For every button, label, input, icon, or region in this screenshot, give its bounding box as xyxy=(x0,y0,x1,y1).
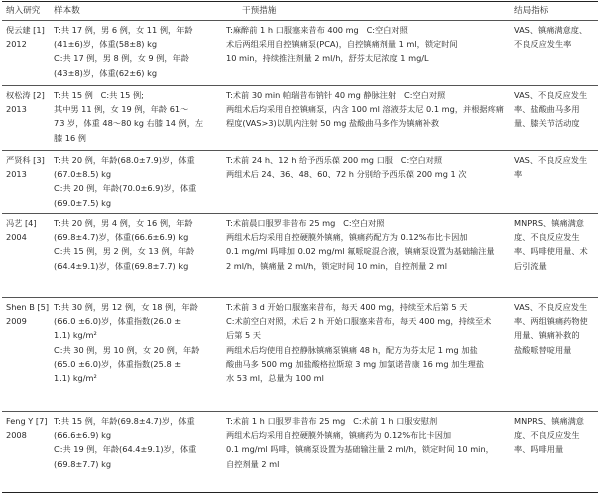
row-4-study: 冯艺 [4] 2004 xyxy=(6,218,37,243)
row-4-outcome: MNPRS、镇痛满意 度、不良反应发生 率、吗啡使用量、术 后引流量 xyxy=(514,218,588,271)
header-bottom-rule xyxy=(2,20,598,21)
row-divider xyxy=(2,85,598,86)
row-5-intervention: T:术前 3 d 开始口服塞来昔布，每天 400 mg，持续至术后第 5 天 C:术前空白对照，术后 2 h 开始口服塞来昔布，每天 400 mg，持续至术 后第 5 天 两组术后均使用自控静脉镇痛泵镇痛 48 h，配方为芬太尼 1 mg 加盐 酸曲马多 500 mg 加盐酸格拉斯琼 3 mg 加氯诺昔康 16 mg 加生理盐 水 53 ml，总量为 100 ml xyxy=(226,302,492,384)
literature-characteristics-table xyxy=(2,1,598,495)
header-intervention: 干预措施 xyxy=(242,6,277,16)
row-2-study: 权松涛 [2] 2013 xyxy=(6,90,45,115)
row-divider xyxy=(2,411,598,412)
row-5-study: Shen B [5] 2009 xyxy=(6,302,50,327)
row-3-outcome: VAS、不良反应发生 率 xyxy=(514,155,588,180)
row-4-intervention: T:术前晨口服罗非昔布 25 mg C:空白对照 两组术后均采用自控硬膜外镇痛，镇痛药配方为 0.12%布比卡因加 0.1 mg/ml 吗啡加 0.02 mg/ml 氟哌啶混合液，镇痛泵设置为基础输注量 2 ml/h，镇痛量 2 ml/h，锁定时间 10 min，自控剂量 2 ml xyxy=(226,218,495,271)
header-study: 纳入研究 xyxy=(6,6,41,16)
row-5-outcome: VAS、不良反应发生 率、两组镇痛药物使 用量、镇痛补救的 盐酸哌替啶用量 xyxy=(514,302,588,355)
row-2-sample: T:共 15 例 C:共 15 例; 其中男 11 例，女 19 例，年龄 61～ 73 岁，体重 48～80 kg 右膝 14 例，左 膝 16 例 xyxy=(54,90,204,143)
row-5-sample: T:共 30 例，男 12 例，女 18 例，年龄 (66.0 ±6.0)岁，体重指数(26.0 ± 1.1) kg/m² C:共 30 例，男 10 例，女 20 例，年龄 (65.0 ±6.0)岁，体重指数(25.8 ± 1.1) kg/m² xyxy=(54,302,200,384)
row-2-outcome: VAS、不良反应发生 率、盐酸曲马多用 量、膝关节活动度 xyxy=(514,90,588,129)
row-1-study: 倪云建 [1] 2012 xyxy=(6,25,45,50)
row-3-sample: T:共 20 例，年龄(68.0±7.9)岁，体重 (67.0±8.5) kg C:共 20 例，年龄(70.0±6.9)岁，体重 (69.0±7.5) kg xyxy=(54,155,197,208)
row-6-outcome: MNPRS、镇痛满意 度、不良反应发生 率、吗啡用量 xyxy=(514,416,584,455)
row-2-intervention: T:术前 30 min 帕瑞昔布钠针 40 mg 静脉注射 C:空白对照 两组术后均采用自控镇痛泵，内含 100 ml 溶液芬太尼 0.1 mg，并根据疼痛 程度(VAS>3)以肌内注射 50 mg 盐酸曲马多作为镇痛补救 xyxy=(226,90,504,129)
row-1-outcome: VAS、镇痛满意度、 不良反应发生率 xyxy=(514,25,588,50)
header-outcome: 结局指标 xyxy=(514,6,549,16)
row-divider xyxy=(2,150,598,151)
row-1-sample: T:共 17 例，男 6 例，女 11 例，年龄 (41±6)岁，体重(58±8) kg C:共 17 例，男 8 例，女 9 例，年龄 (43±8)岁，体重(62±6) kg xyxy=(54,25,193,78)
table-bottom-rule xyxy=(2,492,598,493)
row-3-intervention: T:术前 24 h、12 h 给予西乐葆 200 mg 口服 C:空白对照 两组术后 24、36、48、60、72 h 分别给予西乐葆 200 mg 1 次 xyxy=(226,155,467,180)
row-4-sample: T:共 20 例，男 4 例，女 16 例，年龄 (69.8±4.7)岁，体重(66.6±6.9) kg C:共 15 例，男 2 例，女 13 例，年龄 (64.4±9.1)岁，体重(69.8±7.7) kg xyxy=(54,218,195,271)
row-6-study: Feng Y [7] 2008 xyxy=(6,416,48,441)
row-divider xyxy=(2,297,598,298)
row-6-sample: T:共 15 例，年龄(69.8±4.7)岁，体重 (66.6±6.9) kg C:共 19 例，年龄(64.4±9.1)岁，体重 (69.8±7.7) kg xyxy=(54,416,197,469)
row-1-intervention: T:麻醉前 1 h 口服塞来昔布 400 mg C:空白对照 术后两组采用自控镇痛泵(PCA)，自控镇痛剂量 1 ml，锁定时间 10 min，持续推注剂量 2 ml/h，舒芬太尼浓度 1 mg/L xyxy=(226,25,458,64)
row-6-intervention: T:术前 1 h 口服罗非昔布 25 mg C:术前 1 h 口服安慰剂 两组术后均采用自控硬膜外镇痛，镇痛药为 0.12%布比卡因加 0.1 mg/ml 吗啡，镇痛泵设置为基础输注量 2 ml/h，锁定时间 10 min， 自控剂量 2 ml xyxy=(226,416,494,469)
table-top-rule xyxy=(2,1,598,2)
row-3-study: 严贤科 [3] 2013 xyxy=(6,155,45,180)
header-sample: 样本数 xyxy=(54,6,80,16)
row-divider xyxy=(2,213,598,214)
